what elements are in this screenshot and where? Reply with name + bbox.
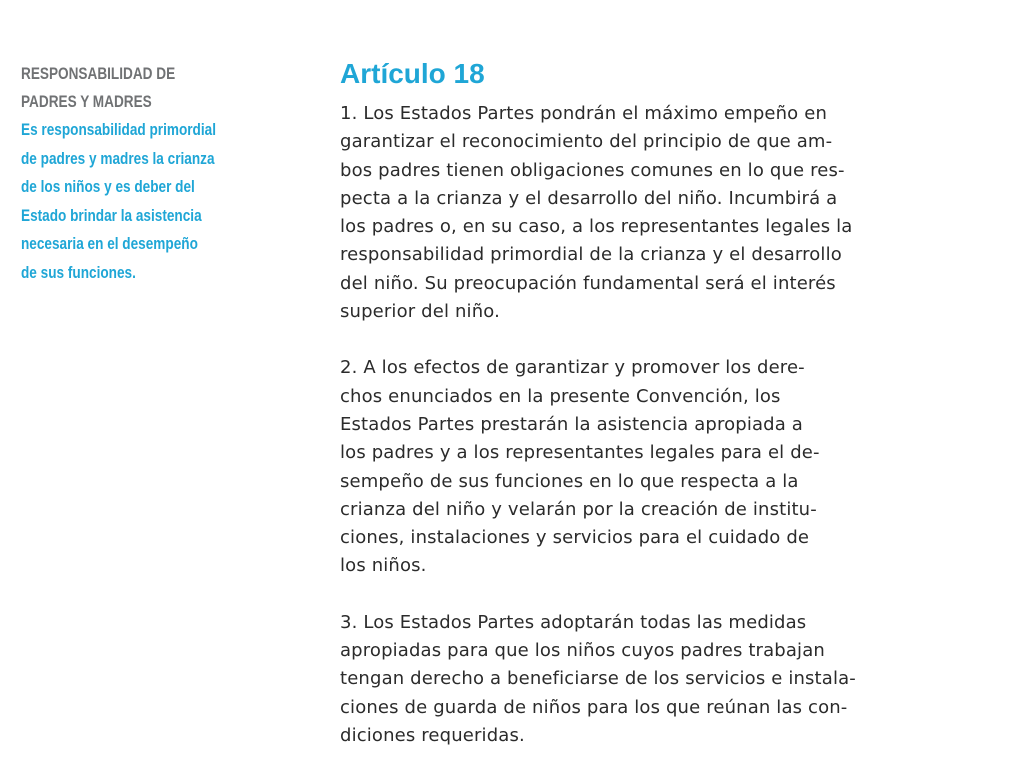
article-paragraph-1: 1. Los Estados Partes pondrán el máximo empeño en garantizar el reconocimiento del principio de que am- bos padres tienen obligaciones comunes en lo que res- pecta a la crianza y el desarrollo del niño. Incumbirá a los padres o, en su caso, a los representantes legales la responsabilidad primordial de la crianza y el desarrollo del niño. Su preocupación fundamental será el interés superior del niño.	[340, 103, 853, 323]
article-body	[340, 54, 980, 778]
sidebar-note	[21, 60, 301, 287]
sidebar-heading: RESPONSABILIDAD DE PADRES Y MADRES	[21, 64, 176, 111]
sidebar-summary: Es responsabilidad primordial de padres y madres la crianza de los niños y es deber del Estado brindar la asistencia necesaria en el desempeño de sus funciones.	[21, 120, 216, 282]
article-title: Artículo 18	[340, 58, 485, 89]
article-paragraph-2: 2. A los efectos de garantizar y promover los dere- chos enunciados en la presente Convención, los Estados Partes prestarán la asistencia apropiada a los padres y a los representantes legales para el de- sempeño de sus funciones en lo que respecta a la crianza del niño y velarán por la creación de institu- ciones, instalaciones y servicios para el cuidado de los niños.	[340, 357, 820, 577]
article-paragraph-3: 3. Los Estados Partes adoptarán todas las medidas apropiadas para que los niños cuyos padres trabajan tengan derecho a beneficiarse de los servicios e instala- ciones de guarda de niños para los que reúnan las con- diciones requeridas.	[340, 611, 856, 746]
